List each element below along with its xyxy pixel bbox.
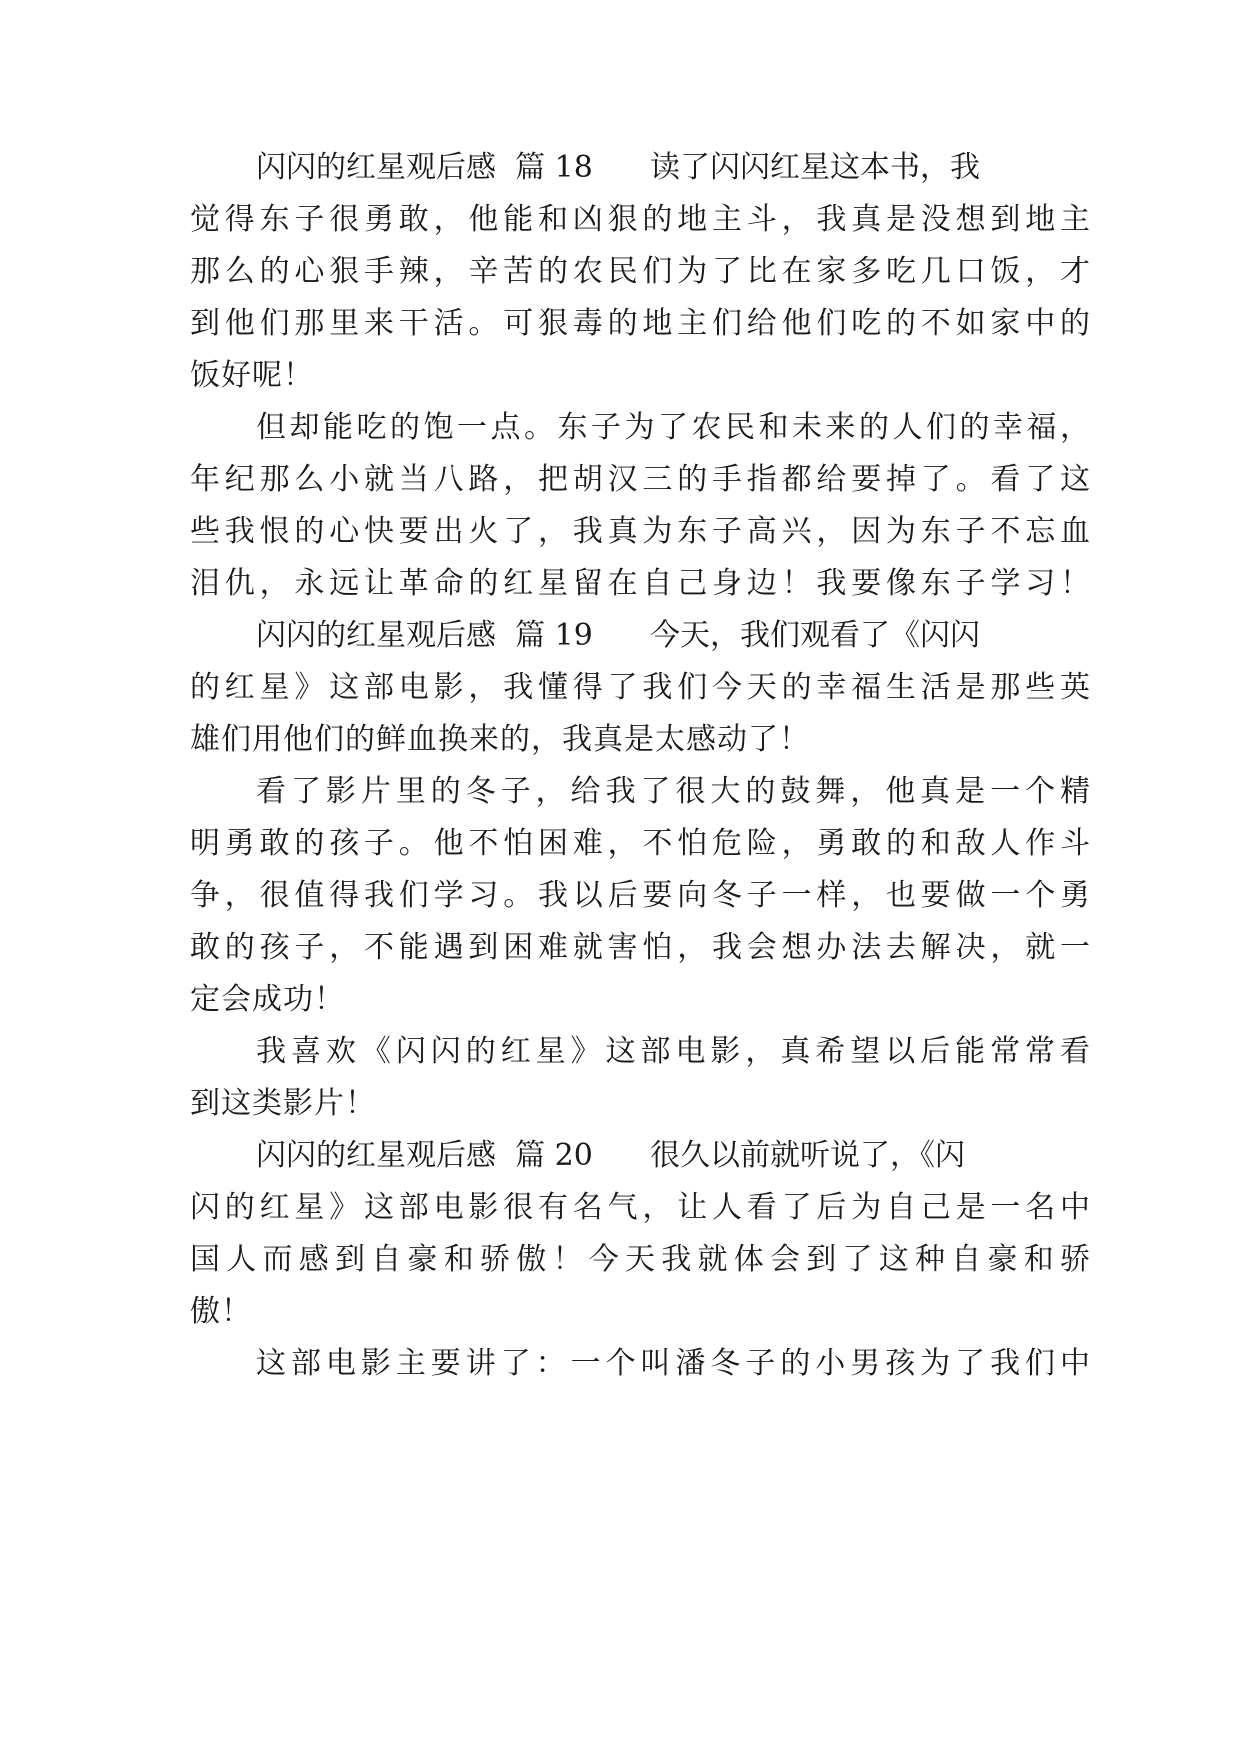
text-line: 雄们用他们的鲜血换来的，我真是太感动了！ [190, 722, 810, 757]
text-line: 觉得东子很勇敢，他能和凶狠的地主斗，我真是没想到地主 [190, 202, 1090, 237]
text-line: 泪仇，永远让革命的红星留在自己身边！我要像东子学习！ [190, 566, 1090, 601]
text-line: 敢的孩子，不能遇到困难就害怕，我会想办法去解决，就一 [190, 930, 1090, 965]
text-line: 那么的心狠手辣，辛苦的农民们为了比在家多吃几口饭，才 [190, 254, 1090, 289]
text-line: 到他们那里来干活。可狠毒的地主们给他们吃的不如家中的 [190, 306, 1090, 341]
text-line: 傲！ [190, 1294, 252, 1329]
text-line: 明勇敢的孩子。他不怕困难，不怕危险，勇敢的和敌人作斗 [190, 826, 1090, 861]
text-line: 争，很值得我们学习。我以后要向冬子一样，也要做一个勇 [190, 878, 1090, 913]
text-line: 这部电影主要讲了：一个叫潘冬子的小男孩为了我们中 [256, 1346, 1090, 1381]
text-line: 但却能吃的饱一点。东子为了农民和未来的人们的幸福， [256, 410, 1090, 445]
text-line: 的红星》这部电影，我懂得了我们今天的幸福生活是那些英 [190, 670, 1090, 705]
text-line: 定会成功！ [190, 982, 345, 1017]
text-line: 到这类影片！ [190, 1086, 376, 1121]
text-line: 些我恨的心快要出火了，我真为东子高兴，因为东子不忘血 [190, 514, 1090, 549]
text-line: 年纪那么小就当八路，把胡汉三的手指都给要掉了。看了这 [190, 462, 1090, 497]
text-line: 闪的红星》这部电影很有名气，让人看了后为自己是一名中 [190, 1190, 1090, 1225]
text-line: 我喜欢《闪闪的红星》这部电影，真希望以后能常常看 [256, 1034, 1090, 1069]
text-line: 闪闪的红星观后感 篇 20 很久以前就听说了，《闪 [256, 1138, 965, 1173]
text-line: 饭好呢！ [190, 358, 314, 393]
text-line: 闪闪的红星观后感 篇 19 今天，我们观看了《闪闪 [256, 618, 980, 653]
text-line: 看了影片里的冬子，给我了很大的鼓舞，他真是一个精 [256, 774, 1090, 809]
text-line: 国人而感到自豪和骄傲！今天我就体会到了这种自豪和骄 [190, 1242, 1090, 1277]
text-line: 闪闪的红星观后感 篇 18 读了闪闪红星这本书，我 [256, 150, 980, 185]
